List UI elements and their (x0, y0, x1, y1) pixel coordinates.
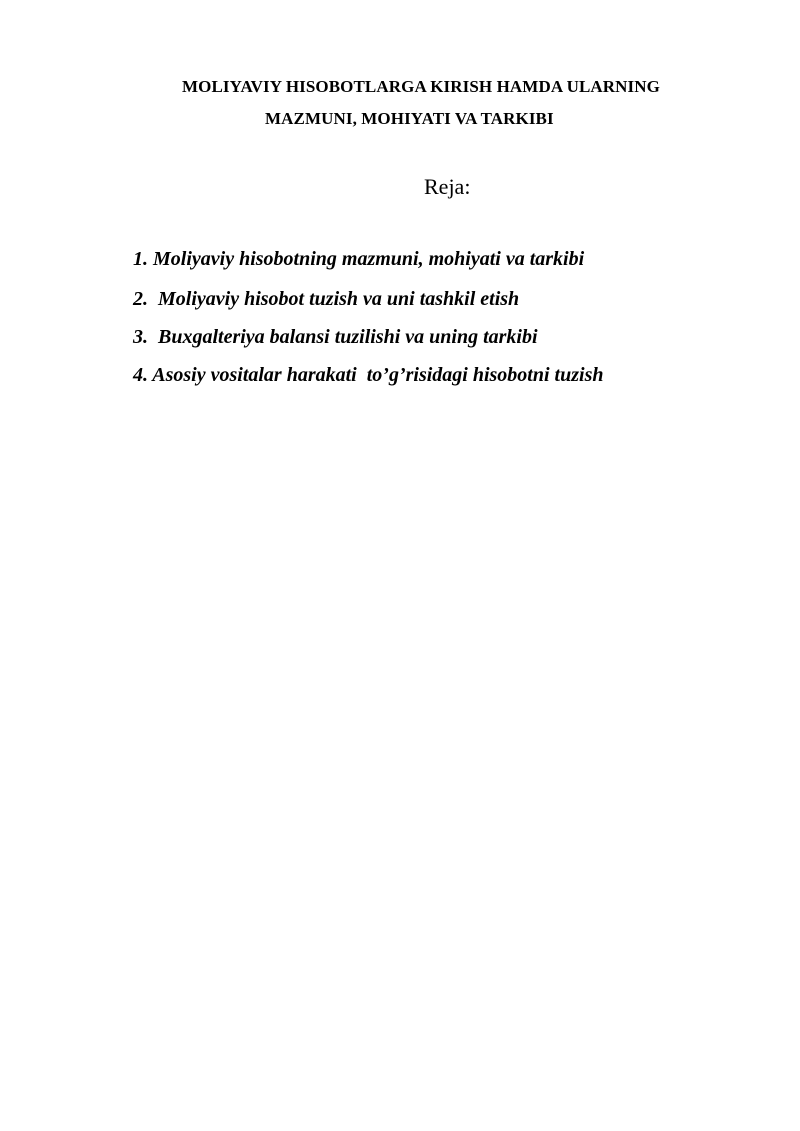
plan-item-3: 3. Buxgalteriya balansi tuzilishi va uning tarkibi (133, 326, 538, 348)
document-title-line-2: MAZMUNI, MOHIYATI VA TARKIBI (265, 109, 554, 128)
plan-list (133, 247, 603, 387)
plan-item-2: 2. Moliyaviy hisobot tuzish va uni tashkil etish (133, 288, 520, 310)
document-title-line-1: MOLIYAVIY HISOBOTLARGA KIRISH HAMDA ULARNING (182, 77, 660, 96)
plan-heading: Reja: (424, 174, 471, 199)
plan-item-1: 1. Moliyaviy hisobotning mazmuni, mohiyati va tarkibi (133, 248, 585, 270)
plan-item-4: 4. Asosiy vositalar harakati to’g’risidagi hisobotni tuzish (133, 364, 604, 386)
